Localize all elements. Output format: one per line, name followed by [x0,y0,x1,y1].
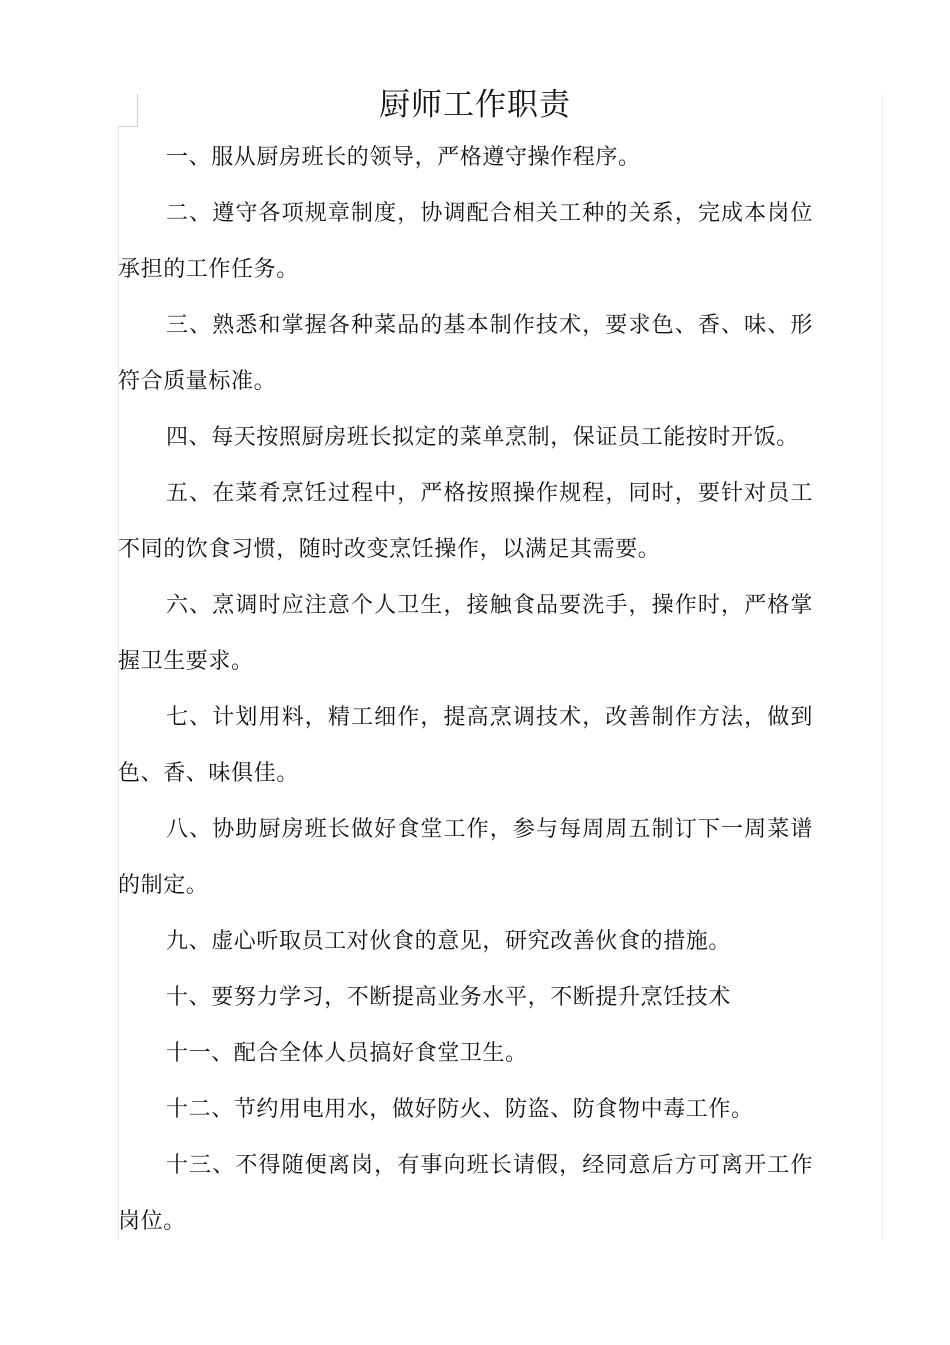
duty-item-2: 二、遵守各项规章制度，协调配合相关工种的关系，完成本岗位承担的工作任务。 [118,201,813,282]
duty-item-6: 六、烹调时应注意个人卫生，接触食品要洗手，操作时，严格掌握卫生要求。 [118,593,813,674]
duty-item-7: 七、计划用料，精工细作，提高烹调技术，改善制作方法，做到色、香、味俱佳。 [118,705,813,786]
duty-item-9: 九、虚心听取员工对伙食的意见，研究改善伙食的措施。 [166,929,732,954]
duty-item-11: 十一、配合全体人员搞好食堂卫生。 [166,1041,528,1066]
duty-item-3: 三、熟悉和掌握各种菜品的基本制作技术，要求色、香、味、形符合质量标准。 [118,313,813,394]
duty-item-1: 一、服从厨房班长的领导，严格遵守操作程序。 [166,145,641,170]
duty-item-4: 四、每天按照厨房班长拟定的菜单烹制，保证员工能按时开饭。 [166,425,799,450]
document-body [118,130,813,1250]
right-margin-guide [882,94,883,1240]
document-title: 厨师工作职责 [379,87,571,123]
duty-item-13: 十三、不得随便离岗，有事向班长请假，经同意后方可离开工作岗位。 [118,1153,813,1234]
duty-item-5: 五、在菜肴烹饪过程中，严格按照操作规程，同时，要针对员工不同的饮食习惯，随时改变烹饪操作，以满足其需要。 [118,481,813,562]
duty-item-12: 十二、节约用电用水，做好防火、防盗、防食物中毒工作。 [166,1097,754,1122]
duty-item-8: 八、协助厨房班长做好食堂工作，参与每周周五制订下一周菜谱的制定。 [118,817,813,898]
duty-item-10: 十、要努力学习，不断提高业务水平，不断提升烹饪技术 [166,985,732,1010]
